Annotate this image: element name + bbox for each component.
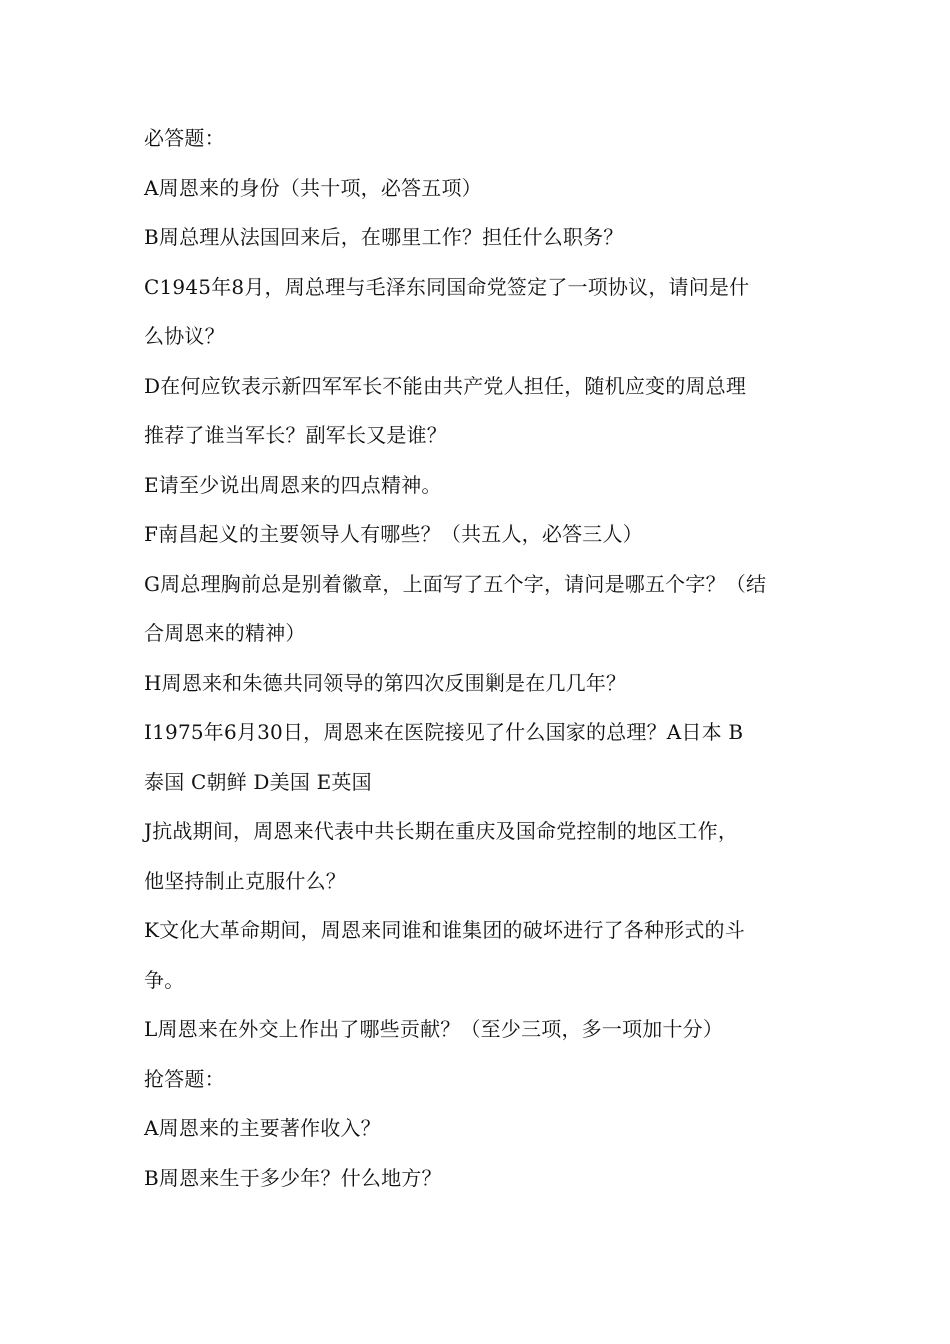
question-j-line-2: 他坚持制止克服什么？: [144, 868, 346, 893]
question-e-line: E请至少说出周恩来的四点精神。: [144, 472, 442, 497]
question-g-line-2: 合周恩来的精神）: [144, 621, 306, 645]
question-l-line: L周恩来在外交上作出了哪些贡献？（至少三项，多一项加十分）: [144, 1017, 724, 1041]
question-c-line-1: C1945年8月，周总理与毛泽东同国命党签定了一项协议，请问是什: [144, 274, 750, 299]
question-i-line-2: 泰国 C朝鲜 D美国 E英国: [144, 769, 372, 794]
question-k-line-2: 争。: [144, 967, 185, 992]
question-d-line-1: D在何应钦表示新四军军长不能由共产党人担任，随机应变的周总理: [144, 373, 747, 398]
question-a-line: A周恩来的身份（共十项，必答五项）: [144, 175, 482, 200]
section-heading-required: 必答题：: [144, 126, 225, 150]
question-k-line-1: K文化大革命期间，周恩来同谁和谁集团的破坏进行了各种形式的斗: [144, 918, 745, 942]
question-h-line: H周恩来和朱德共同领导的第四次反围剿是在几几年？: [144, 670, 627, 695]
document-body: [144, 114, 824, 1203]
question-j-line-1: J抗战期间，周恩来代表中共长期在重庆及国命党控制的地区工作，: [144, 819, 739, 843]
question-b-line: B周总理从法国回来后，在哪里工作？担任什么职务？: [144, 225, 624, 249]
quick-question-b-line: B周恩来生于多少年？什么地方？: [144, 1165, 442, 1190]
quick-question-a-line: A周恩来的主要著作收入？: [144, 1116, 381, 1140]
question-g-line-1: G周总理胸前总是别着徽章，上面写了五个字，请问是哪五个字？（结: [144, 571, 767, 596]
question-i-line-1: I1975年6月30日，周恩来在医院接见了什么国家的总理？A日本 B: [144, 720, 744, 744]
question-f-line: F南昌起义的主要领导人有哪些？（共五人，必答三人）: [144, 522, 643, 546]
question-c-line-2: 么协议？: [144, 324, 225, 348]
section-heading-quick: 抢答题：: [144, 1066, 225, 1091]
question-d-line-2: 推荐了谁当军长？副军长又是谁？: [144, 423, 447, 447]
